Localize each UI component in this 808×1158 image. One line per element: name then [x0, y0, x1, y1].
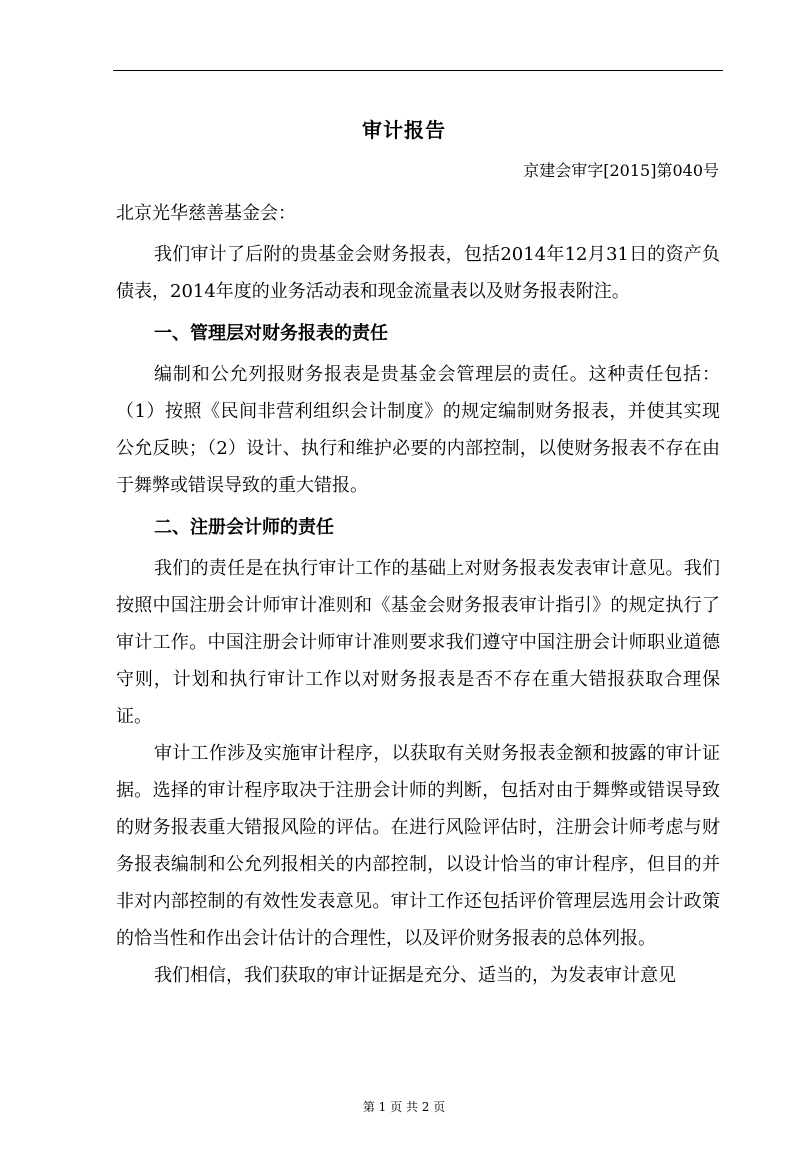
document-number: 京建会审字[2015]第040号 — [523, 161, 719, 180]
report-title: 审计报告 — [362, 118, 446, 142]
section-heading-management: 一、管理层对财务报表的责任 — [154, 323, 388, 344]
management-responsibility-paragraph: 编制和公允列报财务报表是贵基金会管理层的责任。这种责任包括：（1）按照《民间非营利组织会计制度》的规定编制财务报表，并使其实现公允反映；（2）设计、执行和维护必要的内部控制，以使财务报表不存在由于舞弊或错误导致的重大错报。 — [116, 364, 720, 496]
section-heading-auditor: 二、注册会计师的责任 — [154, 517, 334, 538]
salutation: 北京光华慈善基金会： — [116, 203, 296, 224]
intro-paragraph: 我们审计了后附的贵基金会财务报表，包括2014年12月31日的资产负债表，2014年度的业务活动表和现金流量表以及财务报表附注。 — [116, 244, 720, 302]
page-number-footer: 第 1 页 共 2 页 — [362, 1100, 446, 1114]
auditor-responsibility-paragraph-1: 我们的责任是在执行审计工作的基础上对财务报表发表审计意见。我们按照中国注册会计师审计准则和《基金会财务报表审计指引》的规定执行了审计工作。中国注册会计师审计准则要求我们遵守中国注册会计师职业道德守则，计划和执行审计工作以对财务报表是否不存在重大错报获取合理保证。 — [116, 558, 720, 727]
auditor-responsibility-paragraph-2: 审计工作涉及实施审计程序，以获取有关财务报表金额和披露的审计证据。选择的审计程序取决于注册会计师的判断，包括对由于舞弊或错误导致的财务报表重大错报风险的评估。在进行风险评估时，注册会计师考虑与财务报表编制和公允列报相关的内部控制，以设计恰当的审计程序，但目的并非对内部控制的有效性发表意见。审计工作还包括评价管理层选用会计政策的恰当性和作出会计估计的合理性，以及评价财务报表的总体列报。 — [116, 743, 720, 949]
auditor-responsibility-paragraph-3: 我们相信，我们获取的审计证据是充分、适当的，为发表审计意见 — [154, 965, 676, 986]
header-rule — [113, 70, 723, 71]
report-body — [116, 236, 720, 994]
